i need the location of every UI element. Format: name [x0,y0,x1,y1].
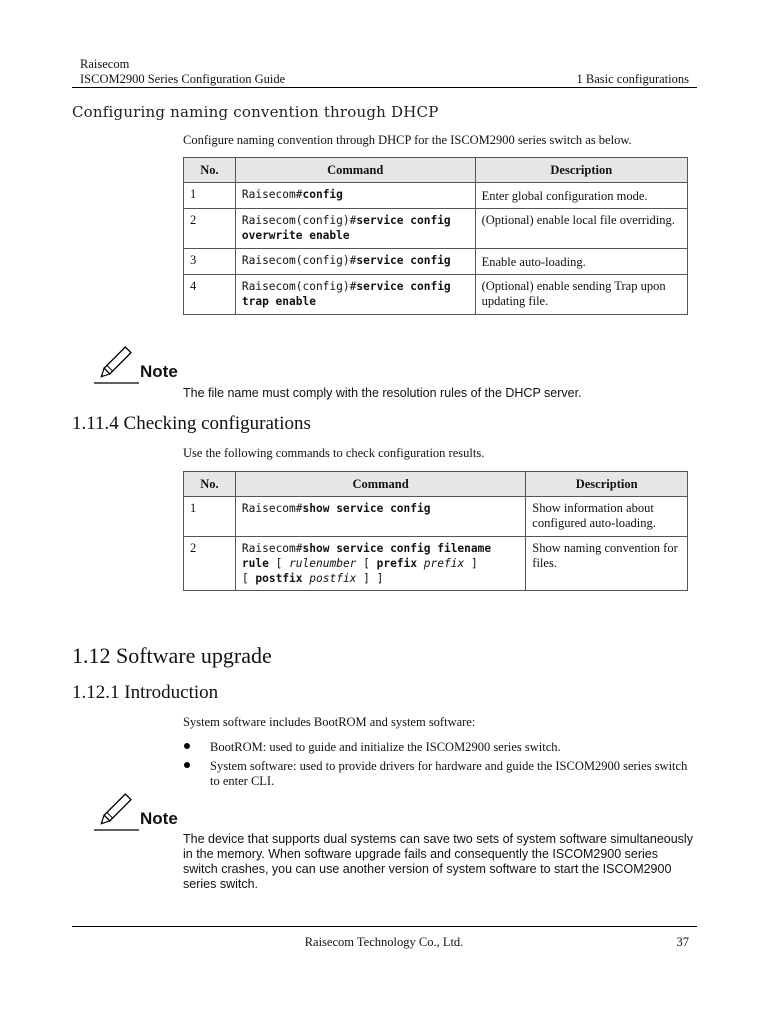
column-header-no: No. [184,472,236,497]
command-prefix: Raisecom(config)# [241,280,357,293]
command-prefix: Raisecom# [241,502,303,515]
bullet-icon [184,743,190,749]
row-number: 1 [184,497,236,537]
table-row [184,183,688,209]
bracket: ] [464,557,478,570]
command-prefix: Raisecom# [241,542,303,555]
note-pencil-icon [92,791,142,831]
bracket: [ [356,557,377,570]
command-keyword: service config [356,254,451,267]
bullet-icon [184,762,190,768]
section-intro-dhcp: Configure naming convention through DHCP for the ISCOM2900 series switch as below. [183,133,632,147]
description-cell: Enable auto-loading. [475,249,687,275]
row-number: 4 [184,275,236,315]
table-row [184,537,688,591]
bracket: [ [268,557,290,570]
description-cell: (Optional) enable local file overriding. [475,209,687,249]
section-heading-introduction: 1.12.1 Introduction [72,682,219,703]
description-cell: Show information about configured auto-loading. [526,497,688,537]
bracket: ] ] [356,572,384,585]
header-guide-title: ISCOM2900 Series Configuration Guide [80,72,286,86]
row-number: 3 [184,249,236,275]
command-cell [235,537,525,591]
table-row [184,497,688,537]
section-heading-software-upgrade: 1.12 Software upgrade [72,643,272,668]
command-keyword: service config [356,214,451,227]
command-prefix: Raisecom(config)# [241,214,357,227]
table-row [184,209,688,249]
table-header-row [184,158,688,183]
command-keyword-continued: overwrite enable [241,229,350,242]
command-keyword: rule [241,557,269,570]
column-header-description: Description [475,158,687,183]
command-argument: rulenumber [289,557,357,570]
command-prefix: Raisecom(config)# [241,254,357,267]
column-header-command: Command [235,472,525,497]
table-header-row [184,472,688,497]
section-intro-checking: Use the following commands to check configuration results. [183,446,485,460]
table-row [184,275,688,315]
description-cell: Enter global configuration mode. [475,183,687,209]
command-cell [235,497,525,537]
bracket: [ [241,572,256,585]
bullet-item: BootROM: used to guide and initialize the ISCOM2900 series switch. [210,740,561,754]
command-keyword: show service config [302,502,431,515]
command-cell [235,209,475,249]
command-keyword: config [302,188,343,201]
command-argument: prefix [417,557,465,570]
note-label: Note [140,362,178,381]
bullet-item: System software: used to provide drivers for hardware and guide the ISCOM2900 series switch to enter CLI. [210,759,688,788]
check-command-table [183,471,688,591]
description-cell: (Optional) enable sending Trap upon updating file. [475,275,687,315]
command-keyword-continued: trap enable [241,295,316,308]
command-keyword: show service config filename [302,542,492,555]
note-text: The file name must comply with the resolution rules of the DHCP server. [183,386,582,400]
footer-page-number: 37 [676,935,689,949]
introduction-text: System software includes BootROM and system software: [183,715,476,729]
command-cell [235,183,475,209]
command-keyword: service config [356,280,451,293]
description-cell: Show naming convention for files. [526,537,688,591]
command-cell [235,275,475,315]
row-number: 1 [184,183,236,209]
section-heading-dhcp: Configuring naming convention through DHCP [72,103,439,121]
row-number: 2 [184,209,236,249]
table-row [184,249,688,275]
dhcp-command-table [183,157,688,315]
footer-company: Raisecom Technology Co., Ltd. [304,935,464,949]
footer-rule [72,926,697,927]
note-pencil-icon [92,344,142,384]
note-label: Note [140,809,178,828]
note-text: The device that supports dual systems can save two sets of system software simultaneously in the memory. When software upgrade fails and consequently the ISCOM2900 series switch crashes, you can use another version of system software to start the ISCOM2900 series switch. [183,832,693,891]
command-argument: postfix [302,572,357,585]
column-header-description: Description [526,472,688,497]
command-keyword: prefix [376,557,418,570]
section-heading-checking: 1.11.4 Checking configurations [72,413,311,434]
command-keyword: postfix [255,572,303,585]
column-header-no: No. [184,158,236,183]
command-prefix: Raisecom# [241,188,303,201]
row-number: 2 [184,537,236,591]
header-company: Raisecom [80,57,130,71]
header-chapter: 1 Basic configurations [576,72,689,86]
command-cell [235,249,475,275]
column-header-command: Command [235,158,475,183]
header-rule [72,87,697,88]
